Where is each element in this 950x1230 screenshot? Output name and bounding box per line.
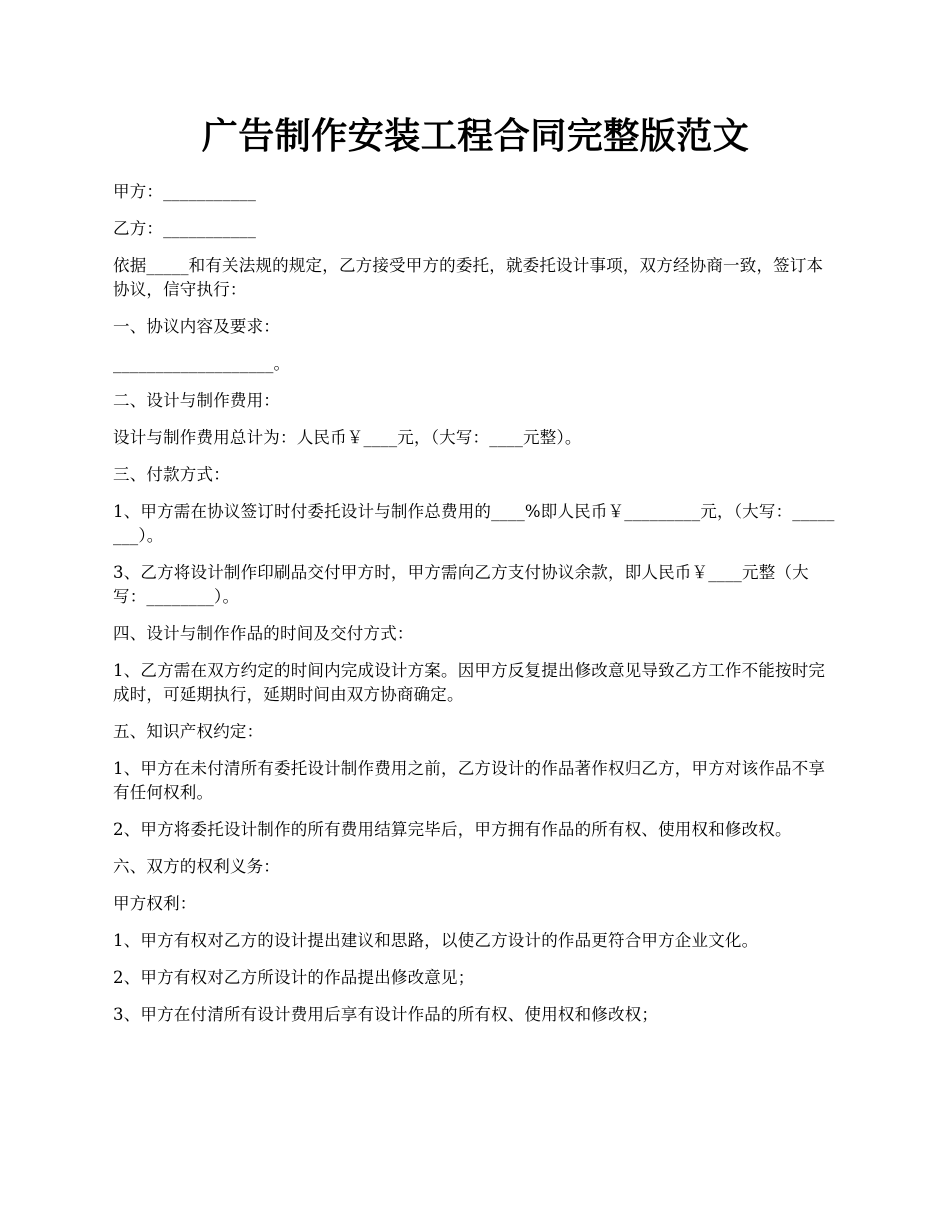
- clause-paragraph: 3、乙方将设计制作印刷品交付甲方时，甲方需向乙方支付协议余款，即人民币￥____元整（大写：________）。: [113, 563, 809, 606]
- section-heading: 六、双方的权利义务：: [113, 857, 280, 876]
- section-heading: 三、付款方式：: [113, 465, 230, 484]
- clause-paragraph: 1、甲方有权对乙方的设计提出建议和思路，以使乙方设计的作品更符合甲方企业文化。: [113, 931, 759, 950]
- section-heading: 四、设计与制作作品的时间及交付方式：: [113, 624, 414, 643]
- blank-line-paragraph: ___________________。: [113, 354, 291, 373]
- party-b-line: 乙方：___________: [113, 219, 257, 238]
- clause-paragraph: 2、甲方将委托设计制作的所有费用结算完毕后，甲方拥有作品的所有权、使用权和修改权。: [113, 820, 792, 839]
- document-title: 广告制作安装工程合同完整版范文: [201, 115, 750, 157]
- clause-paragraph: 3、甲方在付清所有设计费用后享有设计作品的所有权、使用权和修改权；: [113, 1005, 659, 1024]
- clause-paragraph: 1、甲方在未付清所有委托设计制作费用之前，乙方设计的作品著作权归乙方，甲方对该作品不享有任何权利。: [113, 759, 826, 802]
- section-heading: 五、知识产权约定：: [113, 722, 264, 741]
- clause-paragraph: 1、甲方需在协议签订时付委托设计与制作总费用的____%即人民币￥_________元，（大写：________）。: [113, 502, 835, 545]
- section-heading: 一、协议内容及要求：: [113, 317, 280, 336]
- party-a-line: 甲方：___________: [113, 182, 257, 201]
- document-body: [113, 180, 838, 1027]
- subsection-heading: 甲方权利：: [113, 894, 197, 913]
- preamble-paragraph: 依据_____和有关法规的规定，乙方接受甲方的委托，就委托设计事项，双方经协商一致，签订本协议，信守执行：: [113, 256, 824, 299]
- clause-paragraph: 2、甲方有权对乙方所设计的作品提出修改意见；: [113, 968, 475, 987]
- section-heading: 二、设计与制作费用：: [113, 391, 280, 410]
- clause-paragraph: 1、乙方需在双方约定的时间内完成设计方案。因甲方反复提出修改意见导致乙方工作不能按时完成时，可延期执行，延期时间由双方协商确定。: [113, 661, 826, 704]
- clause-paragraph: 设计与制作费用总计为：人民币￥____元，（大写：____元整）。: [113, 428, 582, 447]
